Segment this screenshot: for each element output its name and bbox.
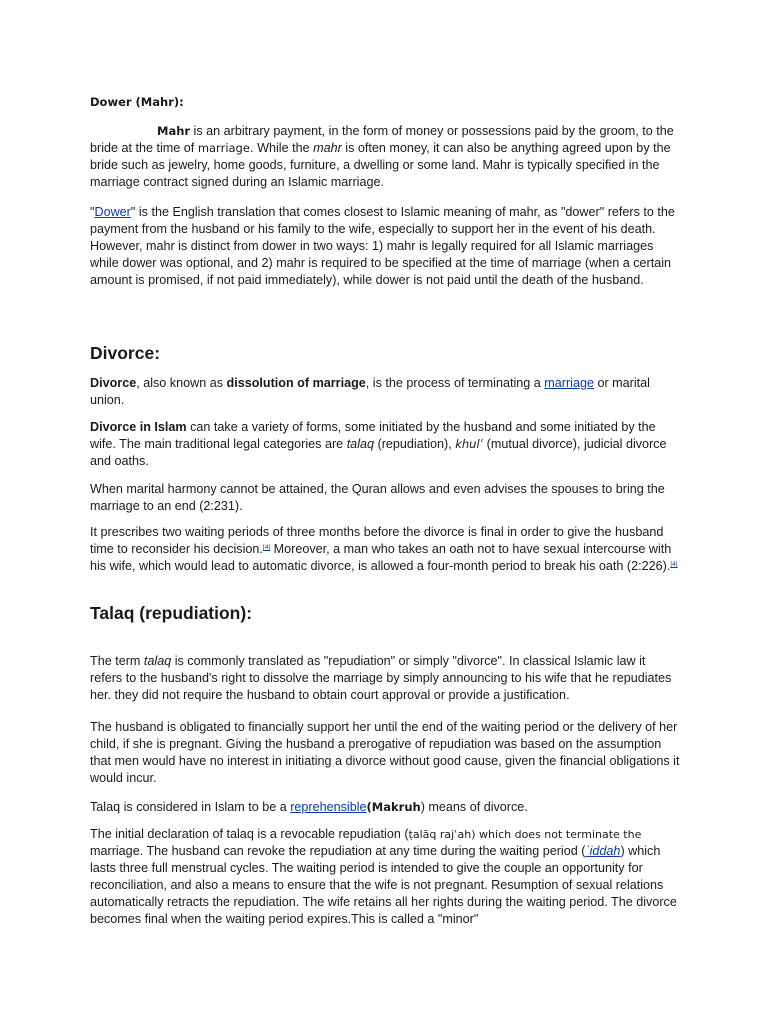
dower-link[interactable]: Dower xyxy=(94,205,131,219)
citation-link[interactable]: [4] xyxy=(262,544,271,551)
mahr-paragraph: Mahr is an arbitrary payment, in the form of money or possessions paid by the groom, to the bride at the time of marriage. While the mahr is often money, it can also be anything agreed upon by the bride such as jewelry, home goods, furniture, a dwelling or some land. Mahr is typically specified in the marriage contract signed during an Islamic marriage. xyxy=(90,124,674,189)
mahr-term: Mahr xyxy=(157,124,191,138)
revocable-repudiation-paragraph: The initial declaration of talaq is a revocable repudiation (ṭalāq rajʿah) which does not terminate the marriage. The husband can revoke the repudiation at any time during the waiting period (ʿiddah) which lasts three full menstrual cycles. The waiting period is intended to give the couple an opportunity for reconciliation, and also a means to ensure that the wife is not pregnant. Resumption of sexual relations automatically retracts the repudiation. The wife retains all her rights during the waiting period. The divorce becomes final when the waiting period expires.This is called a "minor" xyxy=(90,827,677,926)
citation-link[interactable]: [4] xyxy=(670,561,678,568)
waiting-periods-paragraph: It prescribes two waiting periods of three months before the divorce is final in order to give the husband time to reconsider his decision.[4] Moreover, a man who takes an oath not to have sexual intercourse with his wife, which would lead to automatic divorce, is allowed a four-month period to break his oath (2:226).[4] xyxy=(90,525,678,573)
reprehensible-link[interactable]: reprehensible xyxy=(290,800,367,814)
marriage-word: marriage. xyxy=(197,141,254,155)
quran-paragraph: When marital harmony cannot be attained, the Quran allows and even advises the spouses to bring the marriage to an end (2:231). xyxy=(90,482,665,513)
financial-support-paragraph: The husband is obligated to financially support her until the end of the waiting period or the delivery of her child, if she is pregnant. Giving the husband a prerogative of repudiation was based on the assumption that men would have no interest in initiating a divorce without good cause, given the financial obligations it would incur. xyxy=(90,720,680,785)
marriage-link[interactable]: marriage xyxy=(544,376,594,390)
talaq-term-paragraph: The term talaq is commonly translated as "repudiation" or simply "divorce". In classical Islamic law it refers to the husband's right to dissolve the marriage by simply announcing to his wife that he repudiates her. they did not require the husband to obtain court approval or provide a justification. xyxy=(90,654,672,702)
dower-heading: Dower (Mahr): xyxy=(90,95,184,109)
reprehensible-paragraph: Talaq is considered in Islam to be a reprehensible(Makruh) means of divorce. xyxy=(90,800,528,814)
dower-paragraph: "Dower" is the English translation that comes closest to Islamic meaning of mahr, as "dower" refers to the payment from the husband or his family to the wife, especially to support her in the event of his death. However, mahr is distinct from dower in two ways: 1) mahr is legally required for all Islamic marriages while dower was optional, and 2) mahr is required to be specified at the time of marriage (when a certain amount is promised, if not paid immediately), while dower is not paid until the death of the husband. xyxy=(90,205,675,287)
divorce-in-islam-paragraph: Divorce in Islam can take a variety of forms, some initiated by the husband and some initiated by the wife. The main traditional legal categories are talaq (repudiation), khulʿ (mutual divorce), judicial divorce and oaths. xyxy=(90,420,667,468)
iddah-link[interactable]: ʿiddah xyxy=(585,844,621,858)
talaq-heading: Talaq (repudiation): xyxy=(90,603,253,623)
divorce-heading: Divorce: xyxy=(90,343,161,363)
divorce-definition-paragraph: Divorce, also known as dissolution of marriage, is the process of terminating a marriage or marital union. xyxy=(90,376,650,407)
